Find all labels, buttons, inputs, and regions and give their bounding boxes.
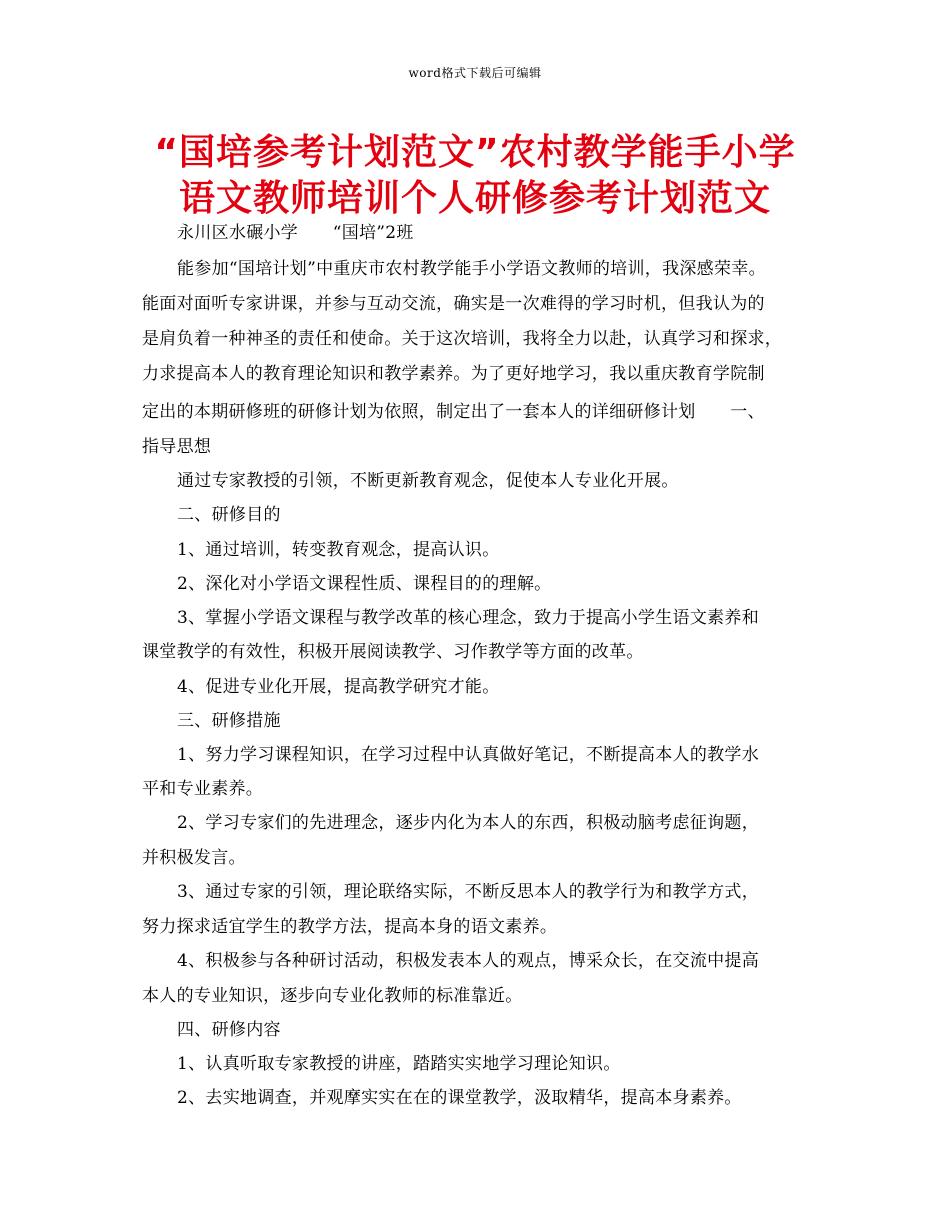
paragraph-line: 力求提高本人的教育理论知识和教学素养。为了更好地学习，我以重庆教育学院制 bbox=[142, 364, 765, 384]
page-header-note: word格式下载后可编辑 bbox=[408, 66, 542, 80]
list-item: 2、学习专家们的先进理念，逐步内化为本人的东西，积极动脑考虑征询题， bbox=[177, 813, 760, 833]
paragraph-line: 定出的本期研修班的研修计划为依照，制定出了一套本人的详细研修计划 一、 bbox=[142, 402, 765, 422]
paragraph-line: 努力探求适宜学生的教学方法，提高本身的语文素养。 bbox=[142, 917, 558, 937]
list-item: 3、通过专家的引领，理论联络实际，不断反思本人的教学行为和教学方式， bbox=[177, 882, 760, 902]
paragraph-line: 能面对面听专家讲课，并参与互动交流，确实是一次难得的学习时机，但我认为的 bbox=[142, 294, 765, 314]
list-item: 2、深化对小学语文课程性质、课程目的的理解。 bbox=[177, 574, 552, 594]
paragraph-line: 本人的专业知识，逐步向专业化教师的标准靠近。 bbox=[142, 986, 523, 1006]
paragraph-line: 指导思想 bbox=[142, 437, 212, 457]
section-heading: 四、研修内容 bbox=[177, 1020, 281, 1040]
byline: 永川区水碾小学 “国培”2班 bbox=[177, 223, 414, 243]
paragraph-line: 并积极发言。 bbox=[142, 848, 246, 868]
paragraph-line: 课堂教学的有效性，积极开展阅读教学、习作教学等方面的改革。 bbox=[142, 642, 644, 662]
paragraph-line: 平和专业素养。 bbox=[142, 779, 264, 799]
list-item: 3、掌握小学语文课程与教学改革的核心理念，致力于提高小学生语文素养和 bbox=[177, 608, 760, 628]
list-item: 1、认真听取专家教授的讲座，踏踏实实地学习理论知识。 bbox=[177, 1054, 621, 1074]
list-item: 4、促进专业化开展，提高教学研究才能。 bbox=[177, 677, 500, 697]
document-title-line-1: “国培参考计划范文”农村教学能手小学 bbox=[154, 132, 796, 173]
document-title-line-2: 语文教师培训个人研修参考计划范文 bbox=[178, 178, 771, 219]
section-heading: 三、研修措施 bbox=[177, 711, 281, 731]
paragraph-line: 能参加“国培计划”中重庆市农村教学能手小学语文教师的培训，我深感荣幸。 bbox=[177, 259, 766, 279]
paragraph-line: 是肩负着一种神圣的责任和使命。关于这次培训，我将全力以赴，认真学习和探求， bbox=[142, 329, 783, 349]
list-item: 4、积极参与各种研讨活动，积极发表本人的观点，博采众长，在交流中提高 bbox=[177, 951, 760, 971]
list-item: 2、去实地调查，并观摩实实在在的课堂教学，汲取精华，提高本身素养。 bbox=[177, 1088, 742, 1108]
list-item: 1、努力学习课程知识，在学习过程中认真做好笔记，不断提高本人的教学水 bbox=[177, 745, 760, 765]
list-item: 1、通过培训，转变教育观念，提高认识。 bbox=[177, 540, 500, 560]
paragraph-line: 通过专家教授的引领，不断更新教育观念，促使本人专业化开展。 bbox=[177, 471, 679, 491]
section-heading: 二、研修目的 bbox=[177, 505, 281, 525]
